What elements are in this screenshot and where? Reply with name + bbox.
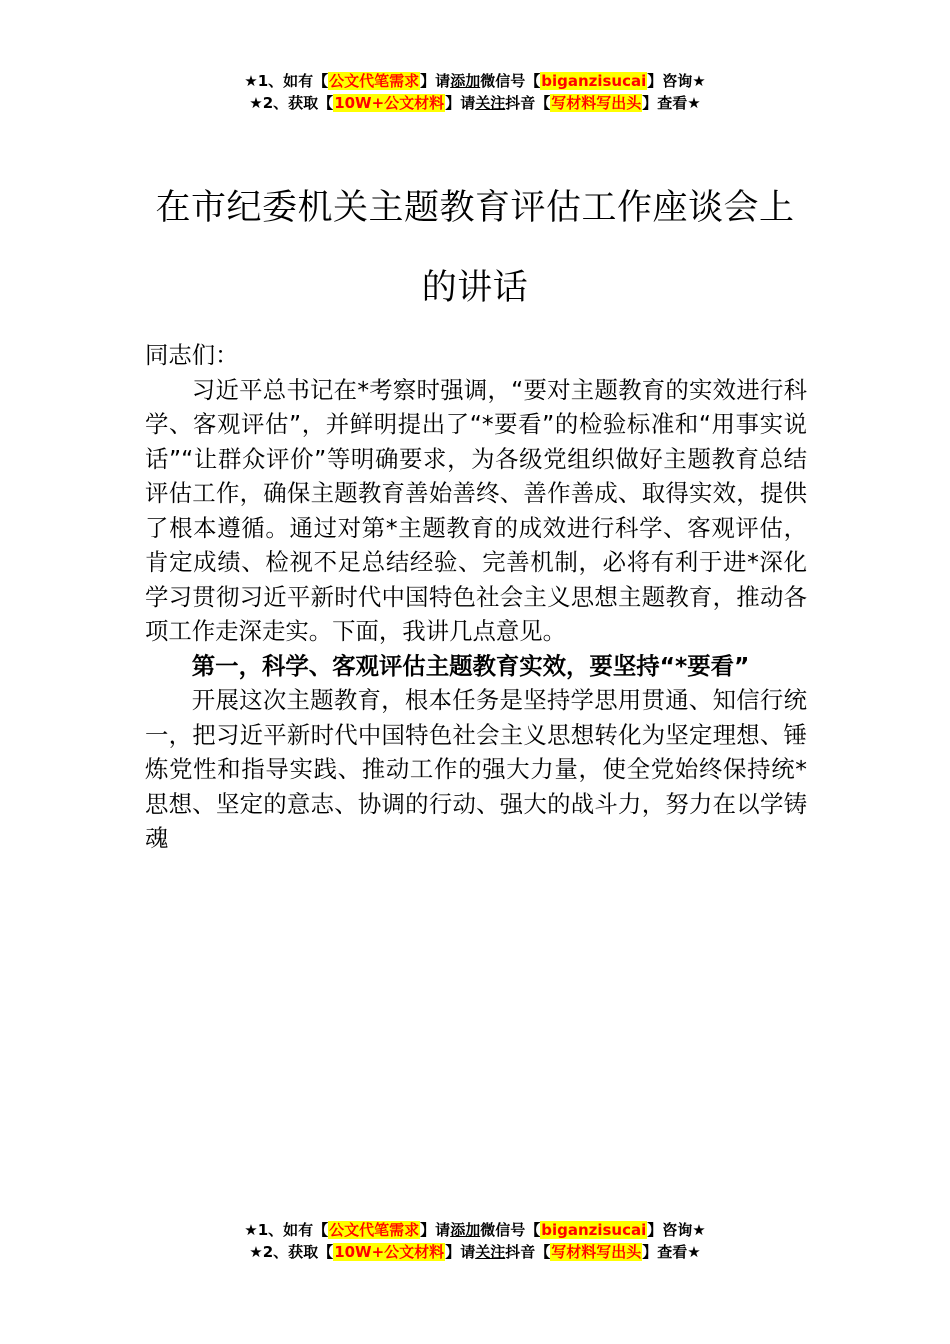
- promo-line-2: [0, 1241, 950, 1263]
- salutation: 同志们：: [145, 341, 239, 369]
- promo-banner-top: [0, 70, 950, 114]
- promo-text: ★2、获取【: [249, 94, 334, 112]
- promo-highlight: 公文代笔需求: [329, 1221, 420, 1239]
- promo-text: 微信号【: [480, 72, 541, 90]
- promo-underline: 添加: [450, 1221, 481, 1239]
- promo-text: 】查看★: [642, 1243, 701, 1261]
- promo-text: ★1、如有【: [244, 72, 329, 90]
- promo-highlight: 10W+公文材料: [334, 94, 445, 112]
- promo-text: 】咨询★: [647, 72, 706, 90]
- document-body: [145, 338, 807, 856]
- promo-highlight: 写材料写出头: [551, 94, 642, 112]
- promo-underline: 关注: [475, 94, 506, 112]
- promo-underline: 关注: [475, 1243, 506, 1261]
- promo-text: 】查看★: [642, 94, 701, 112]
- promo-text: 抖音【: [505, 1243, 551, 1261]
- body-paragraph: 习近平总书记在*考察时强调，“要对主题教育的实效进行科学、客观评估”，并鲜明提出了“*要看”的检验标准和“用事实说话”“让群众评价”等明确要求，为各级党组织做好主题教育总结评估工作，确保主题教育善始善终、善作善成、取得实效，提供了根本遵循。通过对第*主题教育的成效进行科学、客观评估，肯定成绩、检视不足总结经验、完善机制，必将有利于进*深化学习贯彻习近平新时代中国特色社会主义思想主题教育，推动各项工作走深走实。下面，我讲几点意见。: [145, 375, 807, 645]
- promo-text: 】请: [445, 94, 476, 112]
- promo-line-1: [0, 70, 950, 92]
- promo-text: 】请: [420, 1221, 451, 1239]
- promo-text: 】咨询★: [647, 1221, 706, 1239]
- promo-text: 】请: [445, 1243, 476, 1261]
- promo-highlight: biganzisucai: [541, 72, 647, 90]
- document-title: 在市纪委机关主题教育评估工作座谈会上的讲话: [155, 188, 795, 308]
- promo-text: ★1、如有【: [244, 1221, 329, 1239]
- promo-text: 】请: [420, 72, 451, 90]
- promo-highlight: 公文代笔需求: [329, 72, 420, 90]
- promo-highlight: 10W+公文材料: [334, 1243, 445, 1261]
- promo-line-2: [0, 92, 950, 114]
- section-heading: 第一，科学、客观评估主题教育实效，要坚持“*要看”: [191, 651, 750, 680]
- promo-highlight: biganzisucai: [541, 1221, 647, 1239]
- promo-banner-bottom: [0, 1219, 950, 1263]
- promo-text: 抖音【: [505, 94, 551, 112]
- promo-underline: 添加: [450, 72, 481, 90]
- promo-text: ★2、获取【: [249, 1243, 334, 1261]
- promo-line-1: [0, 1219, 950, 1241]
- promo-highlight: 写材料写出头: [551, 1243, 642, 1261]
- promo-text: 微信号【: [480, 1221, 541, 1239]
- body-paragraph: 开展这次主题教育，根本任务是坚持学思用贯通、知信行统一，把习近平新时代中国特色社会主义思想转化为坚定理想、锤炼党性和指导实践、推动工作的强大力量，使全党始终保持统*思想、坚定的意志、协调的行动、强大的战斗力，努力在以学铸魂: [145, 686, 807, 852]
